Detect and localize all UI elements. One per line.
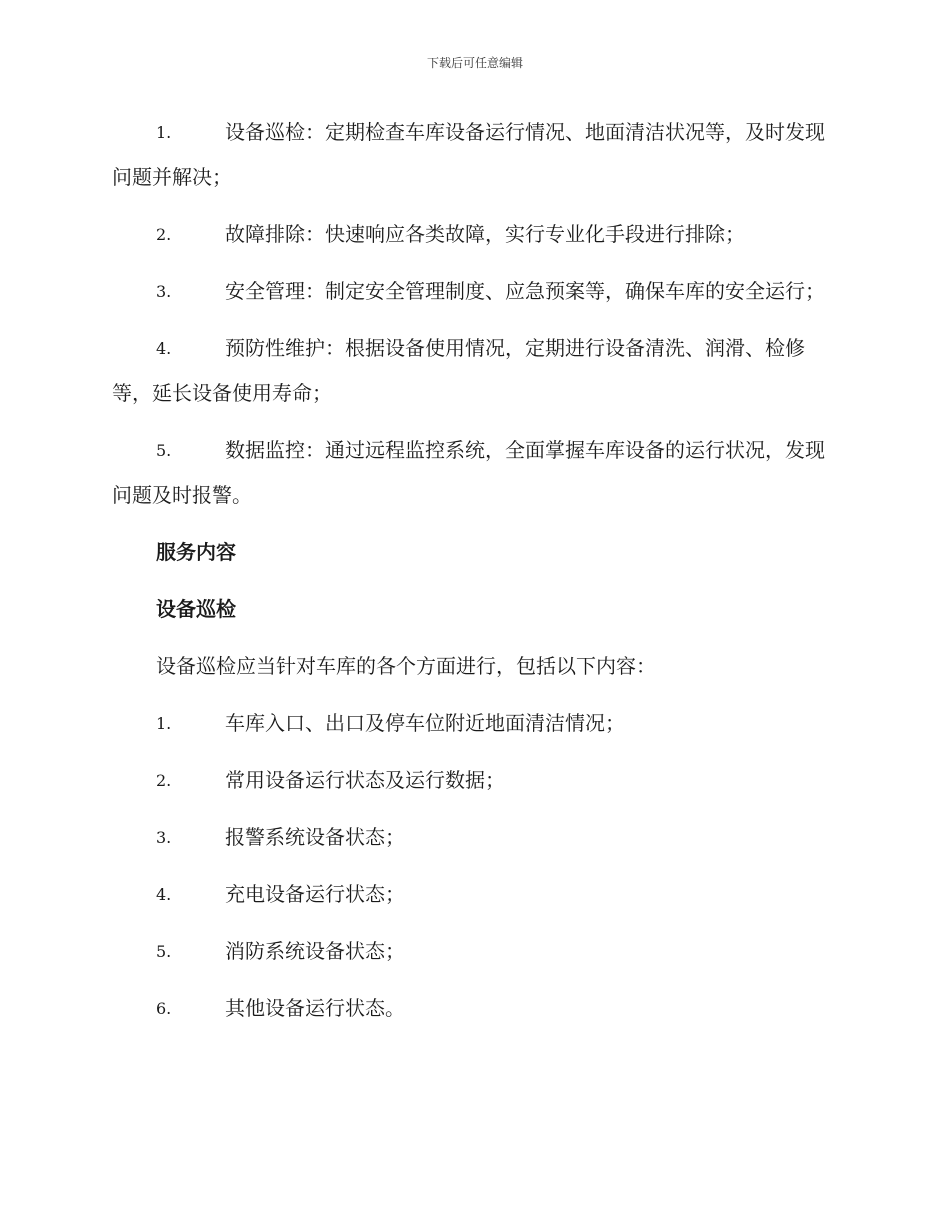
list-item-text: 故障排除：快速响应各类故障，实行专业化手段进行排除； — [225, 222, 745, 246]
list-item-text: 安全管理：制定安全管理制度、应急预案等，确保车库的安全运行； — [225, 279, 825, 303]
list-item-text: 数据监控：通过远程监控系统，全面掌握车库设备的运行状况，发现问题及时报警。 — [112, 438, 825, 507]
list-item — [112, 815, 832, 860]
list-item-text: 充电设备运行状态； — [225, 882, 405, 906]
list-item-text: 报警系统设备状态； — [225, 825, 405, 849]
list-item — [112, 701, 832, 746]
list-number: 5. — [156, 942, 172, 961]
page-header: 下载后可任意编辑 — [426, 56, 523, 70]
list-item — [112, 929, 832, 974]
list-item-text: 常用设备运行状态及运行数据； — [225, 768, 505, 792]
list-item — [112, 428, 832, 518]
subsection-heading: 设备巡检 — [156, 597, 236, 621]
list-number: 3. — [156, 282, 172, 301]
list-number: 2. — [156, 225, 172, 244]
list-item — [112, 269, 832, 314]
list-item-text: 预防性维护：根据设备使用情况，定期进行设备清洗、润滑、检修等，延长设备使用寿命； — [112, 336, 805, 405]
list-item — [112, 872, 832, 917]
list-number: 5. — [156, 441, 172, 460]
list-number: 1. — [156, 714, 172, 733]
section-heading: 服务内容 — [156, 540, 236, 564]
list-item — [112, 326, 832, 416]
list-item-text: 消防系统设备状态； — [225, 939, 405, 963]
document-body — [112, 110, 832, 1043]
list-number: 1. — [156, 123, 172, 142]
list-item — [112, 986, 832, 1031]
list-number: 2. — [156, 771, 172, 790]
list-item — [112, 110, 832, 200]
list-item — [112, 212, 832, 257]
list-item-text: 其他设备运行状态。 — [225, 996, 405, 1020]
list-number: 4. — [156, 339, 172, 358]
list-number: 6. — [156, 999, 172, 1018]
list-number: 4. — [156, 885, 172, 904]
list-number: 3. — [156, 828, 172, 847]
list-item-text: 设备巡检：定期检查车库设备运行情况、地面清洁状况等，及时发现问题并解决； — [112, 120, 825, 189]
intro-paragraph: 设备巡检应当针对车库的各个方面进行，包括以下内容： — [156, 654, 656, 678]
list-item — [112, 758, 832, 803]
list-item-text: 车库入口、出口及停车位附近地面清洁情况； — [225, 711, 625, 735]
